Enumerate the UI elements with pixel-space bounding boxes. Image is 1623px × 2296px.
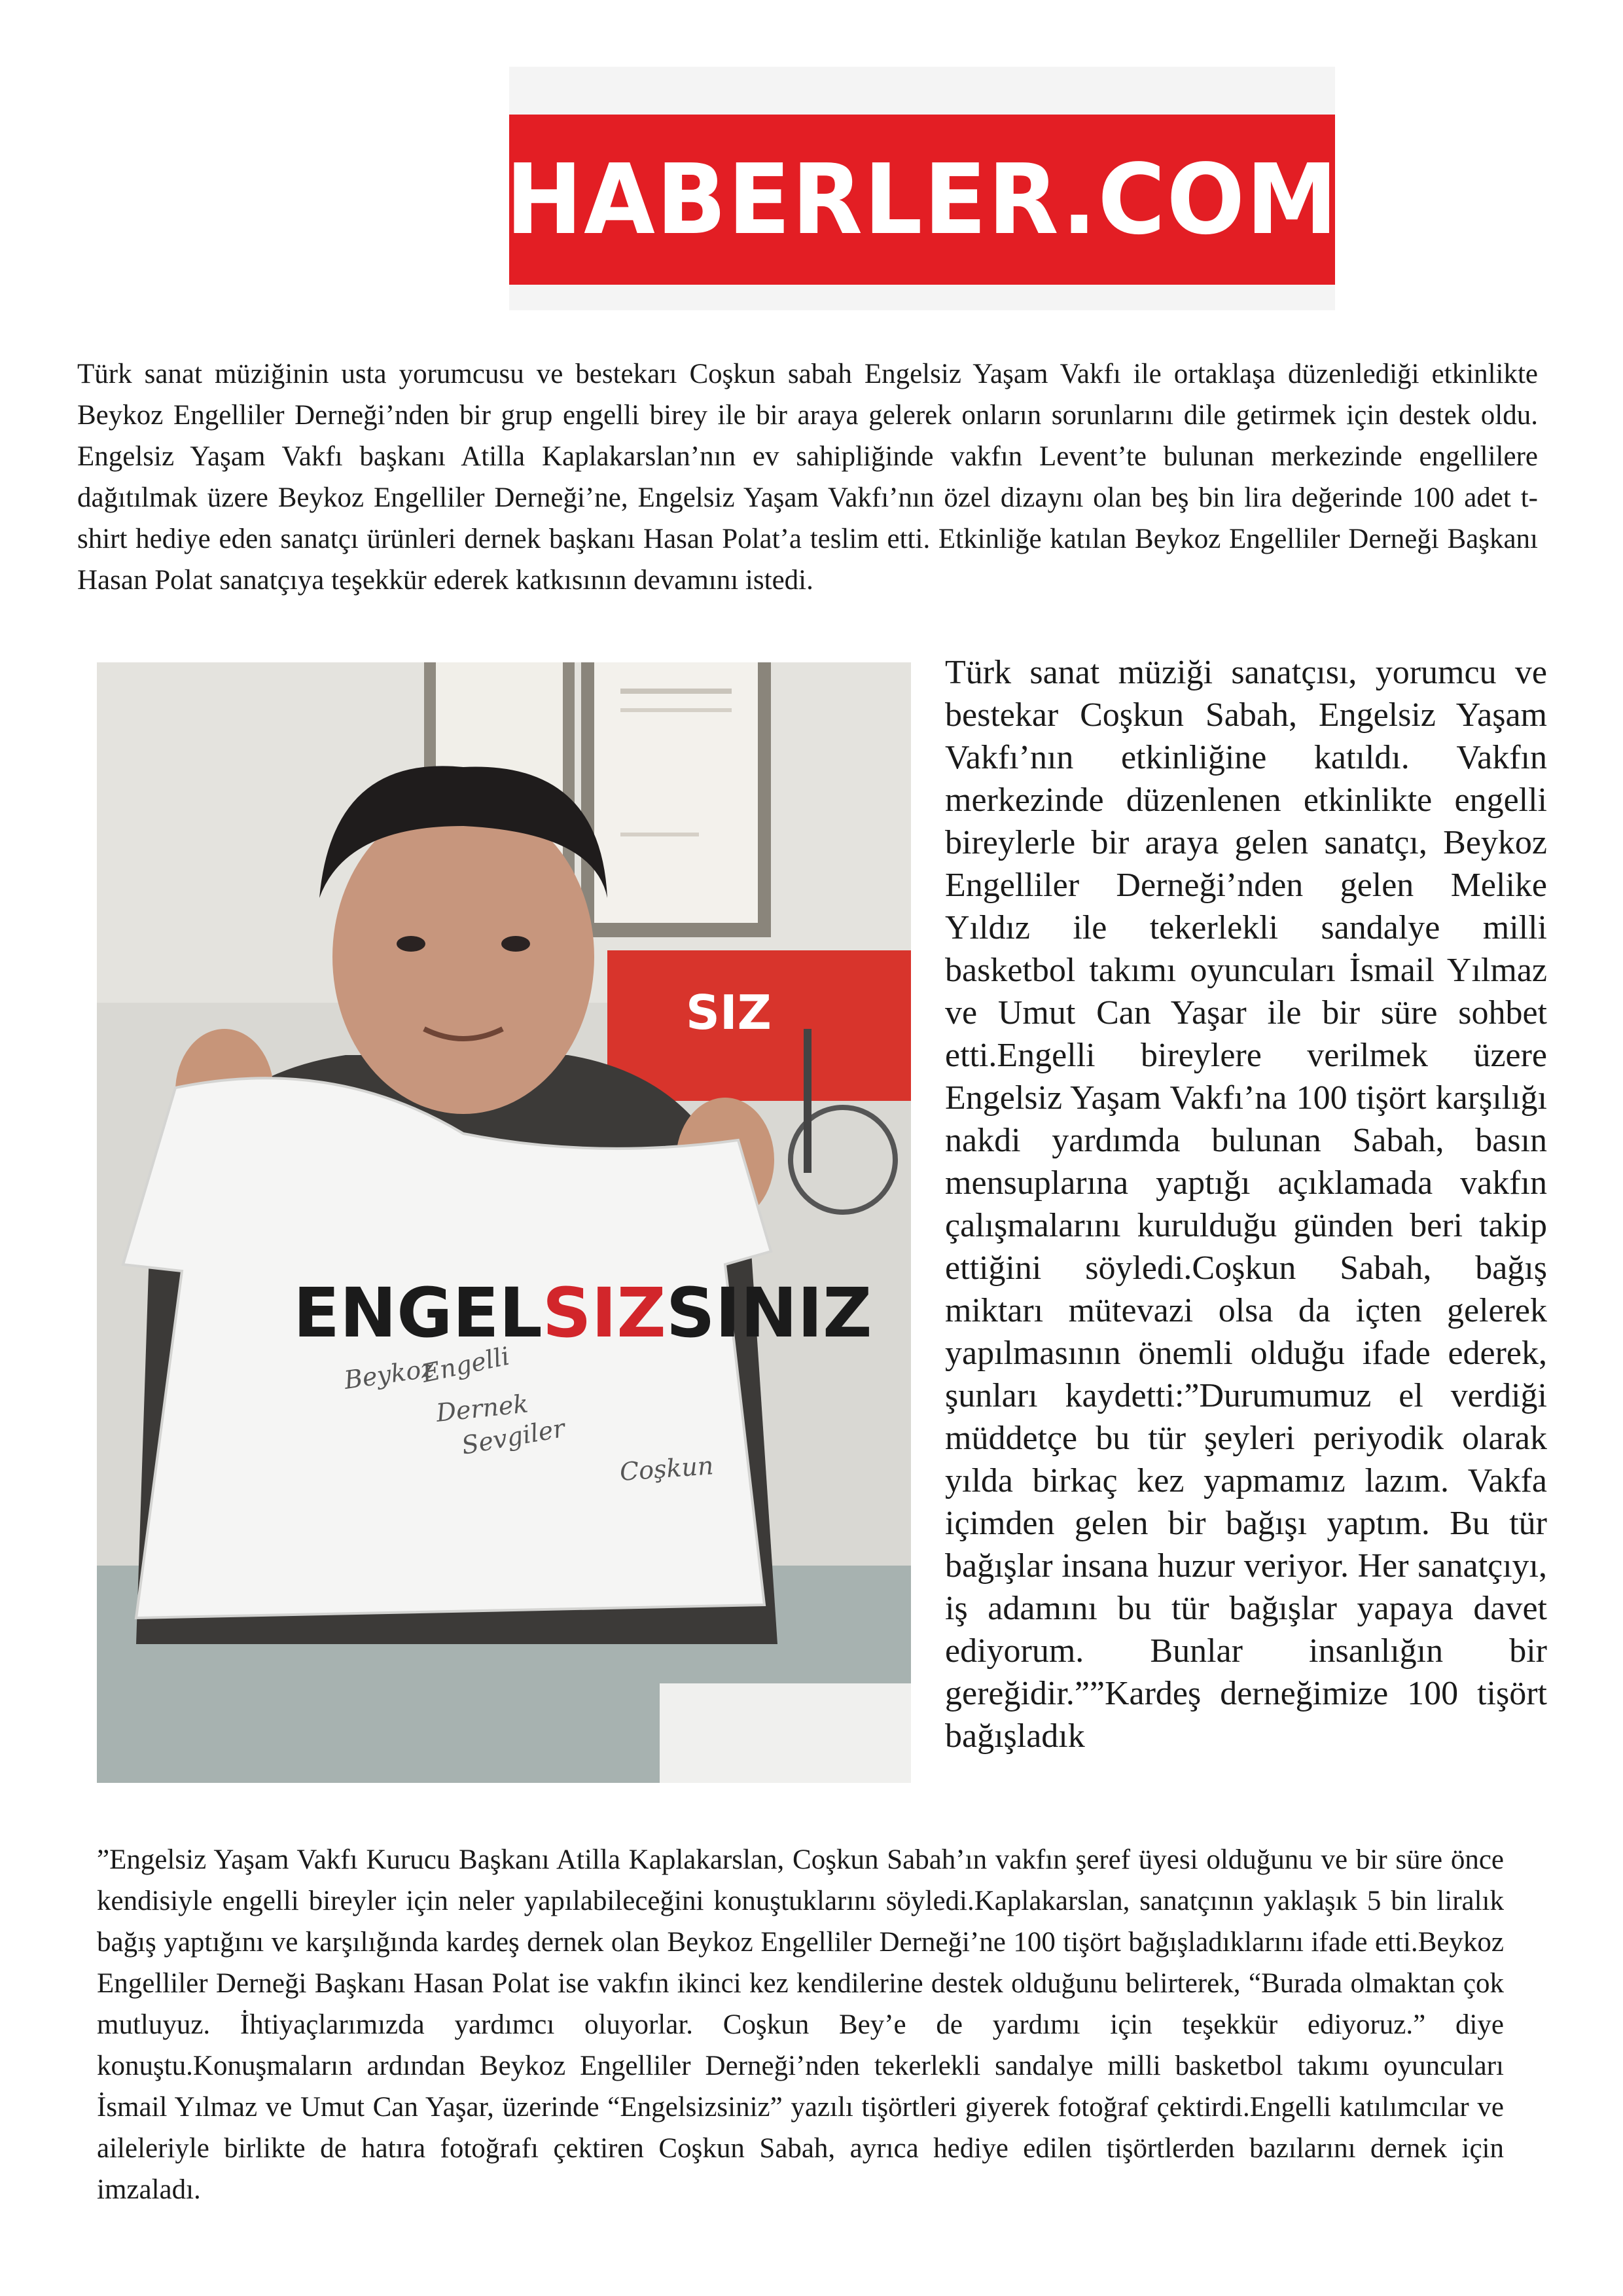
face: [332, 800, 594, 1114]
svg-text:Coşkun: Coşkun: [618, 1451, 715, 1486]
svg-text:Engelli: Engelli: [419, 1341, 512, 1388]
svg-text:Dernek: Dernek: [435, 1389, 530, 1427]
article-photo: [97, 662, 911, 1783]
article-bottom: ”Engelsiz Yaşam Vakfı Kurucu Başkanı Atilla Kaplakarslan, Coşkun Sabah’ın vakfın şeref üyesi olduğunu ve bir süre önce kendisiyle engelli bireyler için neler yapılabileceğini konuştuklarını söyledi.Kaplakarslan, sanatçının yaklaşık 5 bin liralık bağış yaptığını ve karşılığında kardeş dernek olan Beykoz Engelliler Derneği’ne 100 tişört bağışladıklarını ifade etti.Beykoz Engelliler Derneği Başkanı Hasan Polat ise vakfın ikinci kez kendilerine destek olduğunu belirterek, “Burada olmaktan çok mutluyuz. İhtiyaçlarımızda yardımcı oluyorlar. Coşkun Bey’e de yardımı için teşekkür ediyoruz.” diye konuştu.Konuşmaların ardından Beykoz Engelliler Derneği’nden tekerlekli sandalye milli basketbol takımı oyuncuları İsmail Yılmaz ve Umut Can Yaşar, üzerinde “Engelsizsiniz” yazılı tişörtleri giyerek fotoğraf çektirdi.Engelli katılımcılar ve aileleriyle birlikte de hatıra fotoğrafı çektiren Coşkun Sabah, ayrıca hediye edilen tişörtlerden bazılarını dernek için imzaladı.: [97, 1844, 1504, 2205]
article-intro: Türk sanat müziğinin usta yorumcusu ve bestekarı Coşkun sabah Engelsiz Yaşam Vakfı ile ortaklaşa düzenlediği etkinlikte Beykoz Engelliler Derneği’nden bir grup engelli birey ile bir araya gelerek onların sorunlarını dile getirmek için destek oldu. Engelsiz Yaşam Vakfı başkanı Atilla Kaplakarslan’nın ev sahipliğinde vakfın Levent’te bulunan merkezinde engellilere dağıtılmak üzere Beykoz Engelliler Derneği’ne, Engelsiz Yaşam Vakfı’nın özel dizaynı olan beş bin lira değerinde 100 adet t-shirt hediye eden sanatçı ürünleri dernek başkanı Hasan Polat’a teslim etti. Etkinliğe katılan Beykoz Engelliler Derneği Başkanı Hasan Polat sanatçıya teşekkür ederek katkısının devamını istedi.: [77, 359, 1538, 596]
photo-illustration: [97, 662, 911, 1783]
shirt-slogan: ENGELSIZSINIZ: [293, 1273, 872, 1353]
haberler-logo[interactable]: [505, 115, 1339, 285]
svg-text:Sevgiler: Sevgiler: [459, 1413, 567, 1460]
banner-text: SIZ: [686, 985, 772, 1040]
svg-text:Beykoz: Beykoz: [342, 1354, 436, 1395]
logo-text: HABERLER.COM: [505, 143, 1339, 256]
article-side-column: Türk sanat müziği sanatçısı, yorumcu ve bestekar Coşkun Sabah, Engelsiz Yaşam Vakfı’nın etkinliğine katıldı. Vakfın merkezinde düzenlenen etkinlikte engelli bireylerle bir araya gelen sanatçı, Beykoz Engelliler Derneği’nden gelen Melike Yıldız ile tekerlekli sandalye milli basketbol takımı oyuncuları İsmail Yılmaz ve Umut Can Yaşar ile bir süre sohbet etti.Engelli bireylere verilmek üzere Engelsiz Yaşam Vakfı’na 100 tişört karşılığı nakdi yardımda bulunan Sabah, basın mensuplarına yaptığı açıklamada vakfın çalışmalarını kurulduğu günden beri takip ettiğini söyledi.Coşkun Sabah, bağış miktarı mütevazi olsa da içten gelerek yapılmasının önemli olduğu ifade ederek, şunları kaydetti:”Durumumuz el verdiği müddetçe bu tür şeyleri periyodik olarak yılda birkaç kez yapmamız lazım. Vakfa içimden gelen bir bağışı yaptım. Bu tür bağışlar insana huzur veriyor. Her sanatçıyı, iş adamını bu tür bağışlar yapaya davet ediyorum. Bunlar insanlığın bir gereğidir.””Kardeş derneğimize 100 tişört bağışladık: [945, 654, 1547, 1755]
